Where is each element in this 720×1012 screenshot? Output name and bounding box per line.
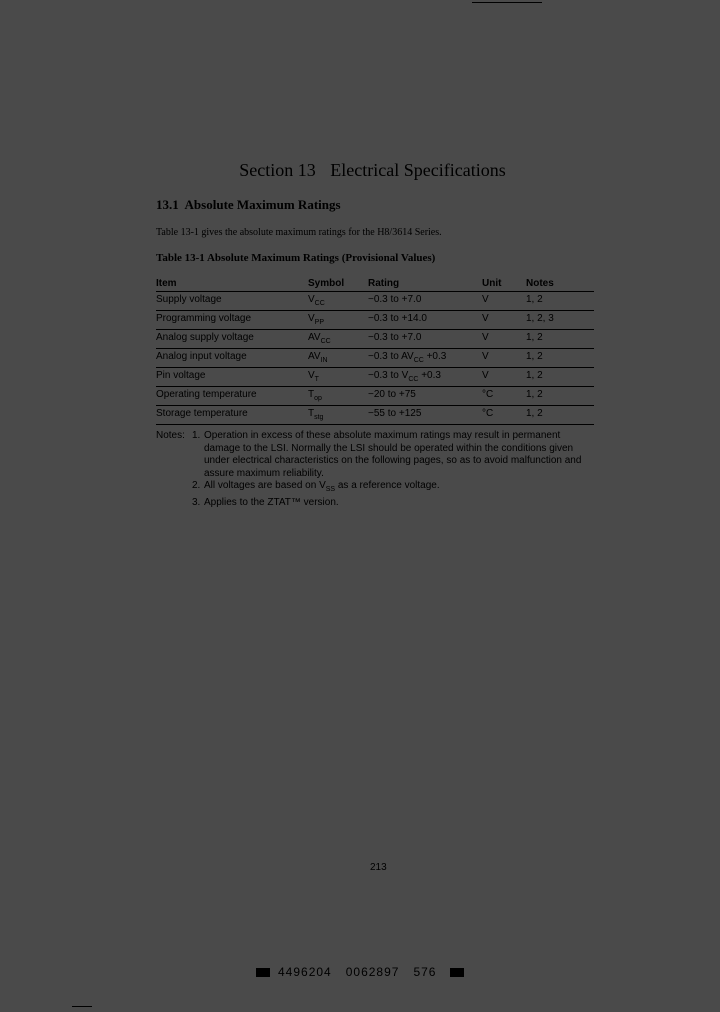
cell-rating: −0.3 to +7.0 bbox=[368, 330, 482, 349]
cell-unit: V bbox=[482, 330, 526, 349]
table-row bbox=[156, 387, 594, 406]
header-item: Item bbox=[156, 275, 308, 292]
cell-notes: 1, 2 bbox=[526, 368, 594, 387]
barcode-group-2: 0062897 bbox=[345, 965, 400, 979]
section-title bbox=[0, 160, 720, 181]
cell-rating: −0.3 to +7.0 bbox=[368, 292, 482, 311]
cell-unit: V bbox=[482, 292, 526, 311]
note-text: Operation in excess of these absolute maximum ratings may result in permanent damage to the LSI. Normally the LSI should be operated within the conditions given under electrical characteristics on the following pages, so as to avoid malfunction and assure maximum reliability. bbox=[204, 430, 582, 479]
cell-rating: −0.3 to $AV_{CC} +0.3$ bbox=[368, 349, 482, 368]
cell-symbol: $T_{stg}$ bbox=[308, 406, 368, 425]
header-symbol: Symbol bbox=[308, 275, 368, 292]
cell-symbol: $V_T$ bbox=[308, 368, 368, 387]
cell-unit: °C bbox=[482, 387, 526, 406]
cell-unit: V bbox=[482, 349, 526, 368]
note-number: 2. bbox=[192, 480, 201, 491]
cell-item: Pin voltage bbox=[156, 368, 308, 387]
notes-block bbox=[156, 430, 596, 509]
table-row bbox=[156, 349, 594, 368]
cell-symbol: $AV_{CC}$ bbox=[308, 330, 368, 349]
cell-notes: 1, 2 bbox=[526, 387, 594, 406]
table-row bbox=[156, 292, 594, 311]
notes-label: Notes: bbox=[156, 430, 185, 441]
cell-unit: V bbox=[482, 368, 526, 387]
cell-symbol: $T_{op}$ bbox=[308, 387, 368, 406]
subsection-number: 13.1 bbox=[156, 197, 179, 212]
cell-notes: 1, 2 bbox=[526, 349, 594, 368]
scan-mark-bottom bbox=[72, 1006, 92, 1007]
cell-unit: °C bbox=[482, 406, 526, 425]
cell-unit: V bbox=[482, 311, 526, 330]
barcode-left-block bbox=[256, 968, 270, 977]
cell-symbol: $V_{CC}$ bbox=[308, 292, 368, 311]
header-rating: Rating bbox=[368, 275, 482, 292]
barcode-strip bbox=[256, 965, 464, 979]
note-number: 3. bbox=[192, 496, 201, 508]
table-header-row bbox=[156, 275, 594, 292]
table-row bbox=[156, 406, 594, 425]
cell-rating: −0.3 to +14.0 bbox=[368, 311, 482, 330]
note-3 bbox=[156, 497, 596, 510]
cell-symbol: $AV_{IN}$ bbox=[308, 349, 368, 368]
cell-rating: −55 to +125 bbox=[368, 406, 482, 425]
page-number: 213 bbox=[370, 862, 387, 873]
cell-symbol: $V_{PP}$ bbox=[308, 311, 368, 330]
subsection-title bbox=[156, 197, 341, 213]
table-row bbox=[156, 311, 594, 330]
note-2 bbox=[156, 480, 596, 497]
section-heading: Electrical Specifications bbox=[330, 160, 506, 180]
table-row bbox=[156, 368, 594, 387]
barcode-group-3: 576 bbox=[413, 965, 437, 979]
barcode-group-1: 4496204 bbox=[278, 965, 332, 979]
ratings-table bbox=[156, 275, 594, 425]
cell-item: Analog supply voltage bbox=[156, 330, 308, 349]
cell-item: Analog input voltage bbox=[156, 349, 308, 368]
intro-paragraph: Table 13-1 gives the absolute maximum ratings for the H8/3614 Series. bbox=[156, 227, 442, 238]
scan-mark-top bbox=[472, 2, 542, 3]
cell-rating: −0.3 to $V_{CC} +0.3$ bbox=[368, 368, 482, 387]
cell-notes: 1, 2, 3 bbox=[526, 311, 594, 330]
subsection-heading: Absolute Maximum Ratings bbox=[184, 197, 341, 212]
cell-notes: 1, 2 bbox=[526, 292, 594, 311]
cell-notes: 1, 2 bbox=[526, 330, 594, 349]
cell-rating: −20 to +75 bbox=[368, 387, 482, 406]
cell-item: Storage temperature bbox=[156, 406, 308, 425]
barcode-right-block bbox=[450, 968, 464, 977]
cell-notes: 1, 2 bbox=[526, 406, 594, 425]
cell-item: Supply voltage bbox=[156, 292, 308, 311]
note-text: All voltages are based on $V_{SS}$ as a reference voltage. bbox=[204, 480, 440, 493]
note-1 bbox=[156, 430, 596, 480]
note-number: 1. bbox=[192, 430, 201, 441]
table-caption: Table 13-1 Absolute Maximum Ratings (Provisional Values) bbox=[156, 252, 436, 264]
header-notes: Notes bbox=[526, 275, 594, 292]
note-text: Applies to the ZTAT™ version. bbox=[204, 496, 339, 508]
cell-item: Operating temperature bbox=[156, 387, 308, 406]
cell-item: Programming voltage bbox=[156, 311, 308, 330]
section-number: Section 13 bbox=[239, 160, 316, 180]
header-unit: Unit bbox=[482, 275, 526, 292]
table-row bbox=[156, 330, 594, 349]
